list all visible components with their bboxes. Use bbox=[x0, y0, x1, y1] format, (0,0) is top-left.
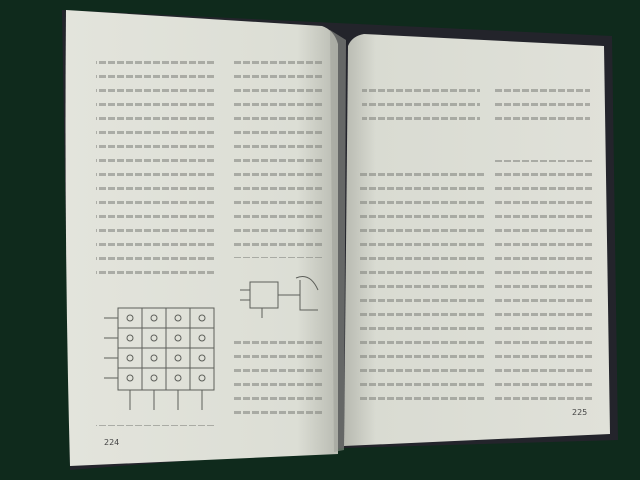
left-page-lower-text bbox=[232, 334, 322, 424]
right-page-number: 225 bbox=[572, 408, 588, 417]
left-page-number: 224 bbox=[104, 438, 120, 447]
right-page-column-1-text bbox=[360, 164, 484, 400]
left-page-bottom-text bbox=[96, 414, 216, 426]
right-page-top-text-2 bbox=[494, 78, 590, 120]
right-page-top-text-1 bbox=[362, 78, 480, 120]
left-page-column-1-text bbox=[96, 58, 216, 283]
right-page-column-2-text bbox=[494, 160, 592, 400]
left-page-column-2-text bbox=[232, 58, 322, 258]
